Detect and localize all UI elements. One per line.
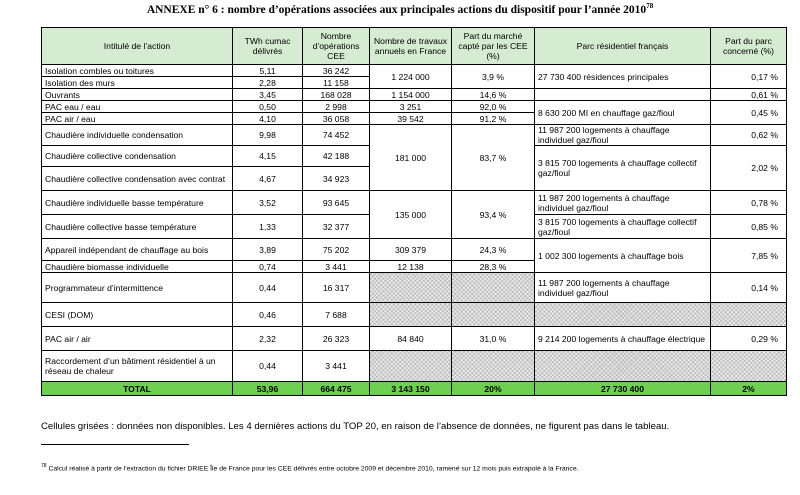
header-part-marche: Part du marché capté par les CEE (%) bbox=[452, 28, 535, 65]
cell-action: PAC air / air bbox=[42, 327, 233, 351]
cell-ops: 11 158 bbox=[303, 77, 370, 89]
cell-parc: 3 815 700 logements à chauffage collectif gaz/fioul bbox=[535, 146, 711, 191]
cell-twh: 0,44 bbox=[233, 351, 303, 382]
cell-unavailable bbox=[452, 303, 535, 327]
cell-action: Isolation combles ou toitures bbox=[42, 65, 233, 77]
table-row bbox=[42, 239, 787, 261]
cell-travaux: 84 840 bbox=[370, 327, 452, 351]
cell-action: Raccordement d’un bâtiment résidentiel à un réseau de chaleur bbox=[42, 351, 233, 382]
cell-parc: 9 214 200 logements à chauffage électrique bbox=[535, 327, 711, 351]
total-part-parc: 2% bbox=[711, 382, 787, 396]
cell-part-marche: 24,3 % bbox=[452, 239, 535, 261]
cell-travaux: 181 000 bbox=[370, 125, 452, 191]
cell-parc: 11 987 200 logements à chauffage individuel gaz/fioul bbox=[535, 191, 711, 215]
table-row bbox=[42, 65, 787, 77]
cell-unavailable bbox=[370, 303, 452, 327]
cell-action: PAC eau / eau bbox=[42, 101, 233, 113]
table-row bbox=[42, 273, 787, 303]
cell-part-parc: 7,85 % bbox=[711, 239, 787, 273]
header-travaux: Nombre de travaux annuels en France bbox=[370, 28, 452, 65]
cell-part-marche: 31,0 % bbox=[452, 327, 535, 351]
cell-action: Chaudière individuelle basse température bbox=[42, 191, 233, 215]
cell-action: Isolation des murs bbox=[42, 77, 233, 89]
cell-ops: 34 923 bbox=[303, 167, 370, 191]
cell-part-parc: 0,29 % bbox=[711, 327, 787, 351]
table-row bbox=[42, 89, 787, 101]
cell-ops: 16 317 bbox=[303, 273, 370, 303]
cell-ops: 168 028 bbox=[303, 89, 370, 101]
cell-travaux: 39 542 bbox=[370, 113, 452, 125]
cell-ops: 3 441 bbox=[303, 351, 370, 382]
table-row bbox=[42, 125, 787, 146]
total-label: TOTAL bbox=[42, 382, 233, 396]
header-action: Intitulé de l’action bbox=[42, 28, 233, 65]
cell-part-parc: 0,45 % bbox=[711, 101, 787, 125]
cell-part-parc: 0,85 % bbox=[711, 215, 787, 239]
cell-parc: 1 002 300 logements à chauffage bois bbox=[535, 239, 711, 273]
cell-action: Programmateur d’intermittence bbox=[42, 273, 233, 303]
operations-table bbox=[41, 27, 787, 396]
cell-part-parc: 0,17 % bbox=[711, 65, 787, 89]
cell-travaux: 309 379 bbox=[370, 239, 452, 261]
cell-action: Chaudière collective basse température bbox=[42, 215, 233, 239]
table-row bbox=[42, 191, 787, 215]
cell-part-parc: 2,02 % bbox=[711, 146, 787, 191]
cell-unavailable bbox=[535, 303, 711, 327]
cell-twh: 0,74 bbox=[233, 261, 303, 273]
cell-parc: 3 815 700 logements à chauffage collectif gaz/fioul bbox=[535, 215, 711, 239]
cell-action: Chaudière collective condensation avec contrat bbox=[42, 167, 233, 191]
cell-part-parc: 0,62 % bbox=[711, 125, 787, 146]
cell-parc: 11 987 200 logements à chauffage individuel gaz/fioul bbox=[535, 125, 711, 146]
cell-travaux: 1 224 000 bbox=[370, 65, 452, 89]
cell-part-parc: 0,78 % bbox=[711, 191, 787, 215]
cell-action: Appareil indépendant de chauffage au bois bbox=[42, 239, 233, 261]
cell-ops: 42 188 bbox=[303, 146, 370, 167]
cell-part-marche: 91,2 % bbox=[452, 113, 535, 125]
cell-twh: 3,89 bbox=[233, 239, 303, 261]
footnote-ref: 78 bbox=[41, 463, 47, 469]
cell-unavailable bbox=[535, 351, 711, 382]
cell-action: Chaudière collective condensation bbox=[42, 146, 233, 167]
cell-action: Chaudière individuelle condensation bbox=[42, 125, 233, 146]
total-part-marche: 20% bbox=[452, 382, 535, 396]
table-row bbox=[42, 303, 787, 327]
table-row bbox=[42, 351, 787, 382]
cell-ops: 32 377 bbox=[303, 215, 370, 239]
cell-parc bbox=[535, 89, 711, 101]
cell-twh: 0,50 bbox=[233, 101, 303, 113]
cell-unavailable bbox=[711, 303, 787, 327]
page-title: ANNEXE n° 6 : nombre d’opérations associées aux principales actions du dispositif pour l’année 2010$^{78}$ bbox=[146, 2, 654, 16]
footnote bbox=[41, 463, 579, 472]
cell-twh: 4,15 bbox=[233, 146, 303, 167]
cell-part-marche: 28,3 % bbox=[452, 261, 535, 273]
cell-travaux: 12 138 bbox=[370, 261, 452, 273]
cell-part-parc: 0,61 % bbox=[711, 89, 787, 101]
footnote-divider bbox=[41, 444, 189, 445]
total-twh: 53,96 bbox=[233, 382, 303, 396]
cell-unavailable bbox=[452, 273, 535, 303]
cell-travaux: 1 154 000 bbox=[370, 89, 452, 101]
grey-cells-note: Cellules grisées : données non disponibles. Les 4 dernières actions du TOP 20, en raison de l’absence de données, ne figurent pas dans le tableau. bbox=[41, 421, 670, 432]
table-row bbox=[42, 327, 787, 351]
total-parc: 27 730 400 bbox=[535, 382, 711, 396]
cell-twh: 5,11 bbox=[233, 65, 303, 77]
cell-twh: 2,28 bbox=[233, 77, 303, 89]
cell-travaux: 3 251 bbox=[370, 101, 452, 113]
cell-ops: 36 058 bbox=[303, 113, 370, 125]
cell-part-marche: 83,7 % bbox=[452, 125, 535, 191]
total-ops: 664 475 bbox=[303, 382, 370, 396]
header-parc: Parc résidentiel français bbox=[535, 28, 711, 65]
cell-twh: 4,67 bbox=[233, 167, 303, 191]
title-note-ref: 78 bbox=[646, 2, 654, 10]
cell-part-marche: 93,4 % bbox=[452, 191, 535, 239]
cell-ops: 7 688 bbox=[303, 303, 370, 327]
header-twh: TWh cumac délivrés bbox=[233, 28, 303, 65]
cell-ops: 36 242 bbox=[303, 65, 370, 77]
cell-unavailable bbox=[370, 351, 452, 382]
cell-action: CESI (DOM) bbox=[42, 303, 233, 327]
header-row bbox=[42, 28, 787, 65]
cell-action: PAC air / eau bbox=[42, 113, 233, 125]
cell-ops: 3 441 bbox=[303, 261, 370, 273]
cell-unavailable bbox=[452, 351, 535, 382]
cell-twh: 0,46 bbox=[233, 303, 303, 327]
cell-unavailable bbox=[711, 351, 787, 382]
cell-ops: 26 323 bbox=[303, 327, 370, 351]
header-part-parc: Part du parc concerné (%) bbox=[711, 28, 787, 65]
cell-ops: 75 202 bbox=[303, 239, 370, 261]
cell-action: Ouvrants bbox=[42, 89, 233, 101]
cell-parc: 11 987 200 logements à chauffage individuel gaz/fioul bbox=[535, 273, 711, 303]
cell-part-marche: 3,9 % bbox=[452, 65, 535, 89]
cell-twh: 2,32 bbox=[233, 327, 303, 351]
table-row bbox=[42, 101, 787, 113]
footnote-text: Calcul réalisé à partir de l’extraction du fichier DRIEE Île de France pour les CEE délivrés entre octobre 2009 et décembre 2010, ramené sur 12 mois puis extrapolé à la France. bbox=[48, 465, 579, 473]
cell-twh: 1,33 bbox=[233, 215, 303, 239]
total-row bbox=[42, 382, 787, 396]
cell-ops: 93 645 bbox=[303, 191, 370, 215]
cell-ops: 2 998 bbox=[303, 101, 370, 113]
cell-parc: 8 630 200 MI en chauffage gaz/fioul bbox=[535, 101, 711, 125]
cell-twh: 3,52 bbox=[233, 191, 303, 215]
cell-part-marche: 14,6 % bbox=[452, 89, 535, 101]
cell-twh: 9,98 bbox=[233, 125, 303, 146]
cell-twh: 3,45 bbox=[233, 89, 303, 101]
cell-action: Chaudière biomasse individuelle bbox=[42, 261, 233, 273]
cell-part-parc: 0,14 % bbox=[711, 273, 787, 303]
header-ops: Nombre d’opérations CEE bbox=[303, 28, 370, 65]
total-travaux: 3 143 150 bbox=[370, 382, 452, 396]
cell-twh: 4,10 bbox=[233, 113, 303, 125]
cell-travaux: 135 000 bbox=[370, 191, 452, 239]
cell-unavailable bbox=[370, 273, 452, 303]
cell-twh: 0,44 bbox=[233, 273, 303, 303]
cell-part-marche: 92,0 % bbox=[452, 101, 535, 113]
cell-ops: 74 452 bbox=[303, 125, 370, 146]
cell-parc: 27 730 400 résidences principales bbox=[535, 65, 711, 89]
